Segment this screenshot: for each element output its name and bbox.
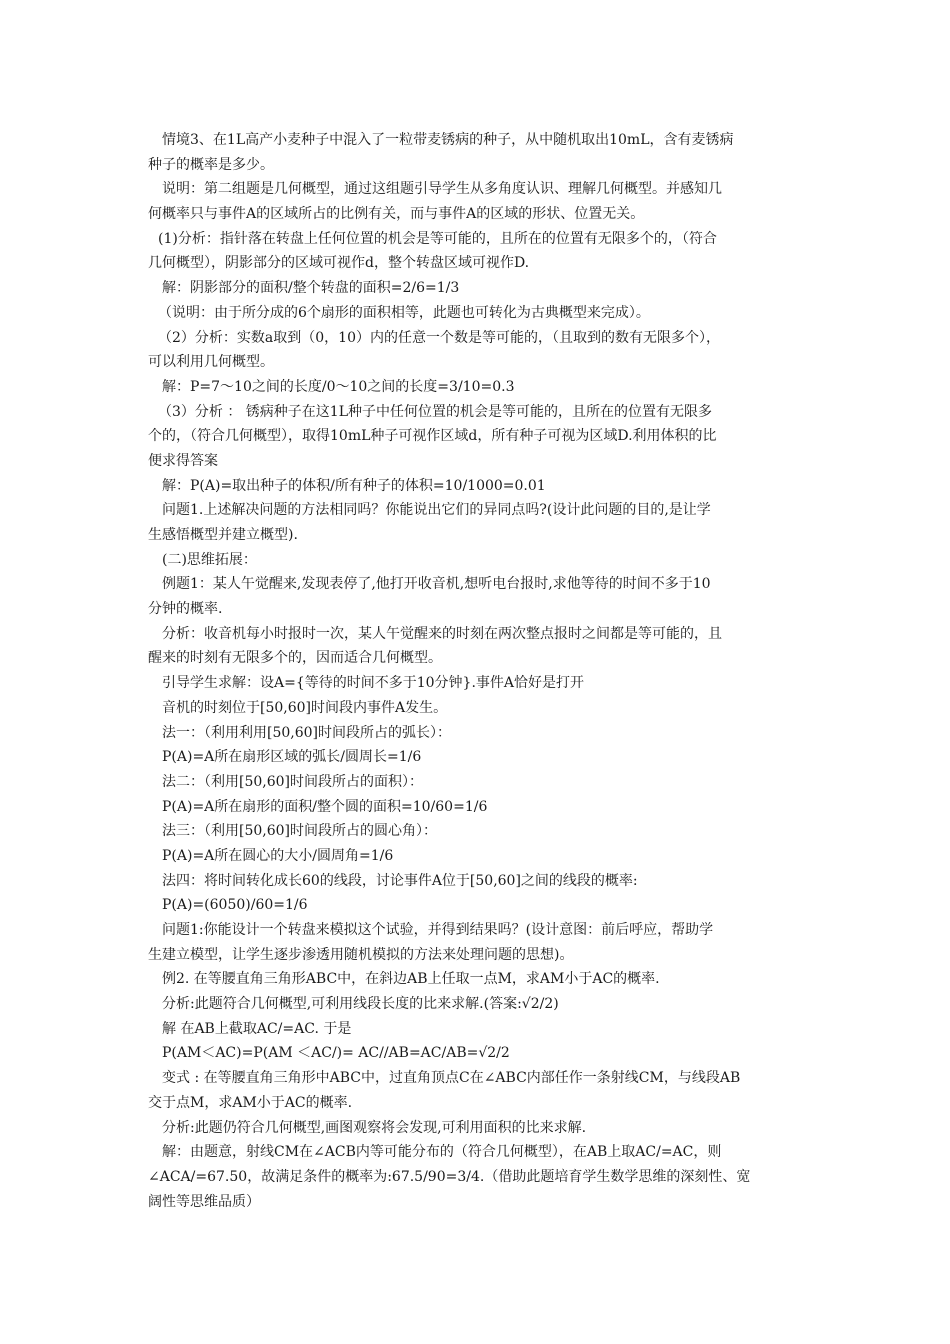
text-line: （说明：由于所分成的6个扇形的面积相等，此题也可转化为古典概型来完成）。: [158, 304, 650, 321]
text-line: 便求得答案: [148, 452, 218, 469]
text-line: 变式 : 在等腰直角三角形中ABC中，过直角顶点C在∠ABC内部任作一条射线CM，与线段AB: [162, 1070, 741, 1087]
text-line: 法四：将时间转化成长60的线段，讨论事件A位于[50,60]之间的线段的概率:: [162, 872, 638, 889]
text-line: 法一：（利用利用[50,60]时间段所占的弧长）：: [162, 724, 452, 741]
text-line: ∠ACA/=67.50，故满足条件的概率为:67.5/90=3/4.（借助此题培育学生数学思维的深刻性、宽: [148, 1168, 751, 1185]
text-line: 何概率只与事件A的区域所占的比例有关，而与事件A的区域的形状、位置无关。: [148, 206, 645, 223]
text-line: (二)思维拓展：: [162, 551, 257, 568]
text-line: 阔性等思维品质）: [148, 1193, 260, 1210]
text-line: 解：P(A)=取出种子的体积/所有种子的体积=10/1000=0.01: [162, 477, 546, 494]
text-line: 分析:此题符合几何概型,可利用线段长度的比来求解.(答案:√2/2): [162, 996, 559, 1013]
text-line: 问题1.上述解决问题的方法相同吗？你能说出它们的异同点吗?(设计此问题的目的,是让学: [162, 502, 711, 519]
text-line: P(A)=A所在扇形区域的弧长/圆周长=1/6: [162, 749, 422, 766]
text-line: 分析:此题仍符合几何概型,画图观察将会发现,可利用面积的比来求解.: [162, 1119, 587, 1136]
text-line: 分钟的概率.: [148, 601, 223, 618]
text-line: 说明：第二组题是几何概型，通过这组题引导学生从多角度认识、理解几何概型。并感知几: [162, 181, 722, 198]
text-line: 生建立模型，让学生逐步渗透用随机模拟的方法来处理问题的思想)。: [148, 946, 574, 963]
text-line: 生感悟概型并建立概型).: [148, 527, 298, 543]
text-line: 解 在AB上截取AC/=AC. 于是: [162, 1020, 352, 1037]
text-line: 问题1:你能设计一个转盘来模拟这个试验，并得到结果吗？(设计意图：前后呼应，帮助学: [162, 922, 714, 938]
text-line: 醒来的时刻有无限多个的，因而适合几何概型。: [148, 650, 442, 667]
text-line: 例2. 在等腰直角三角形ABC中，在斜边AB上任取一点M，求AM小于AC的概率.: [162, 971, 660, 988]
text-line: P(A)=A所在圆心的大小/圆周角=1/6: [162, 847, 394, 864]
text-line: P(AM＜AC)=P(AM ＜AC/)= AC//AB=AC/AB=√2/2: [162, 1045, 510, 1062]
text-line: 引导学生求解：设A={等待的时间不多于10分钟}.事件A恰好是打开: [162, 675, 585, 692]
text-line: 解：阴影部分的面积/整个转盘的面积=2/6=1/3: [162, 280, 460, 297]
text-line: 交于点M，求AM小于AC的概率.: [148, 1094, 353, 1111]
text-line: 个的，（符合几何概型），取得10mL种子可视作区域d，所有种子可视为区域D.利用体积的比: [148, 428, 717, 445]
text-line: 分析：收音机每小时报时一次，某人午觉醒来的时刻在两次整点报时之间都是等可能的，且: [162, 625, 722, 642]
text-line: 几何概型），阴影部分的区域可视作d，整个转盘区域可视作D.: [148, 255, 530, 272]
text-line: (1)分析：指针落在转盘上任何位置的机会是等可能的，且所在的位置有无限多个的，（符合: [158, 230, 717, 247]
document-body: [148, 128, 813, 1214]
text-line: 解：由题意，射线CM在∠ACB内等可能分布的（符合几何概型），在AB上取AC/=AC，则: [162, 1144, 722, 1161]
text-line: （2）分析：实数a取到（0，10）内的任意一个数是等可能的，（且取到的数有无限多个），: [158, 329, 720, 346]
text-line: 种子的概率是多少。: [148, 156, 274, 173]
text-line: 情境3、在1L高产小麦种子中混入了一粒带麦锈病的种子，从中随机取出10mL，含有麦锈病: [162, 132, 734, 148]
text-line: 法三：（利用[50,60]时间段所占的圆心角）：: [162, 823, 438, 840]
text-line: 法二：（利用[50,60]时间段所占的面积）：: [162, 773, 424, 790]
text-line: 例题1：某人午觉醒来,发现表停了,他打开收音机,想听电台报时,求他等待的时间不多于10: [162, 576, 711, 593]
text-line: P(A)=A所在扇形的面积/整个圆的面积=10/60=1/6: [162, 798, 488, 815]
text-line: 解：P=7～10之间的长度/0～10之间的长度=3/10=0.3: [162, 378, 515, 395]
text-line: （3）分析 ： 锈病种子在这1L种子中任何位置的机会是等可能的，且所在的位置有无限多: [158, 403, 713, 420]
text-line: P(A)=(6050)/60=1/6: [162, 897, 308, 914]
text-line: 可以利用几何概型。: [148, 354, 274, 371]
text-line: 音机的时刻位于[50,60]时间段内事件A发生。: [162, 699, 448, 716]
